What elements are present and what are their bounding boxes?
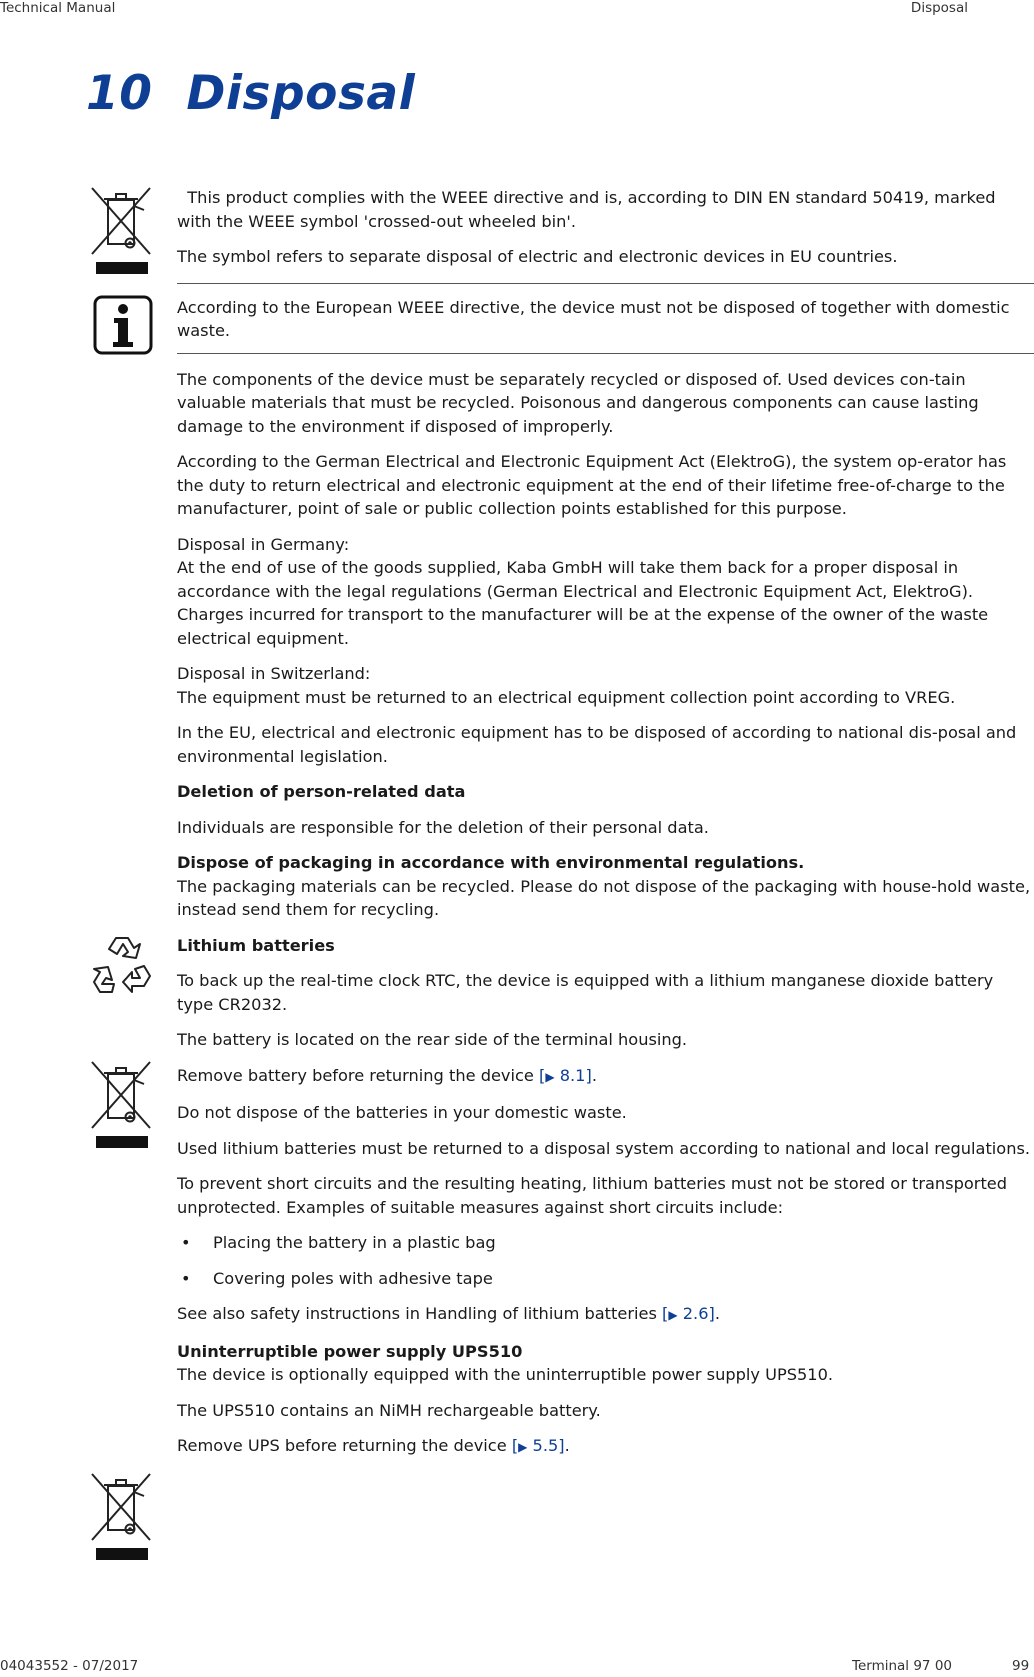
section-link-5-5-label: 5.5	[532, 1436, 559, 1455]
list-item: • Placing the battery in a plastic bag	[177, 1231, 1034, 1255]
lithium-remove-text: Remove battery before returning the device	[177, 1065, 540, 1085]
chapter-number: 10	[86, 66, 153, 121]
packaging-section	[177, 851, 1034, 922]
personal-data-text: Individuals are responsible for the deletion of their personal data.	[177, 817, 709, 837]
crossed-out-wheeled-bin-icon	[90, 186, 152, 276]
body-text	[177, 186, 1034, 1472]
lithium-location-paragraph: The battery is located on the rear side of the terminal housing.	[177, 1030, 688, 1049]
ups-heading: Uninterruptible power supply UPS510	[177, 1341, 523, 1361]
lithium-see-also-paragraph	[177, 1302, 1034, 1328]
lithium-see-also-text: See also safety instructions in Handling of lithium batteries	[177, 1304, 663, 1323]
weee-symbol-paragraph: The symbol refers to separate disposal of electric and electronic devices in EU countries.	[177, 247, 898, 266]
triangle-right-icon: ▶	[668, 1308, 678, 1322]
packaging-heading: Dispose of packaging in accordance with environmental regulations.	[177, 853, 805, 872]
ups-remove-end: .	[564, 1436, 570, 1455]
short-circuit-measures-list	[177, 1231, 1034, 1290]
eu-paragraph: In the EU, electrical and electronic equipment has to be disposed of according to national dis-posal and environmental legislation.	[177, 723, 1017, 766]
list-item: • Covering poles with adhesive tape	[177, 1267, 1034, 1291]
triangle-right-icon: ▶	[518, 1440, 528, 1454]
personal-data-heading: Deletion of person-related data	[177, 782, 466, 801]
packaging-text: The packaging materials can be recycled. Please do not dispose of the packaging with house-hold waste, instead send them for recycling.	[177, 876, 1031, 919]
info-note-text: According to the European WEEE directive, the device must not be disposed of together with domestic waste.	[177, 297, 1010, 340]
ups-remove-text: Remove UPS before returning the device	[177, 1436, 512, 1455]
lithium-rtc-paragraph: To back up the real-time clock RTC, the device is equipped with a lithium manganese dioxide battery type CR2032.	[177, 971, 994, 1014]
germany-text: At the end of use of the goods supplied, Kaba GmbH will take them back for a proper disposal in accordance with the legal regulations (German Electrical and Electronic Equipment Act, ElektroG). Charges incurred for transport to the manufacturer will be at the expense of the owner of the waste electrical equipment.	[177, 558, 989, 648]
ups-remove-paragraph	[177, 1434, 1034, 1460]
triangle-right-icon: ▶	[545, 1069, 555, 1084]
switzerland-section	[177, 662, 1034, 709]
crossed-out-wheeled-bin-icon	[90, 1060, 152, 1150]
section-link-2-6[interactable]: [▶ 2.6]	[662, 1304, 715, 1323]
recycling-paragraph: The components of the device must be separately recycled or disposed of. Used devices con-tain valuable materials that must be recycled. Poisonous and dangerous components can cause lasting damage to the environment if disposed of improperly.	[177, 369, 979, 436]
info-icon	[93, 295, 153, 355]
lithium-remove-end: .	[591, 1065, 597, 1085]
germany-label: Disposal in Germany:	[177, 534, 350, 554]
footer-page-number: 99	[1012, 1658, 1030, 1674]
elektrog-paragraph: According to the German Electrical and Electronic Equipment Act (ElektroG), the system op-erator has the duty to return electrical and electronic equipment at the end of their lifetime free-of-charge to the manufacturer, point of sale or public collection points established for this purpose.	[177, 452, 1007, 518]
lithium-return-paragraph: Used lithium batteries must be returned to a disposal system according to national and local regulations.	[177, 1138, 1031, 1158]
running-header-left: Technical Manual	[0, 0, 116, 16]
lithium-short-circuit-paragraph: To prevent short circuits and the resulting heating, lithium batteries must not be stored or transported unprotected. Examples of suitable measures against short circuits include:	[177, 1174, 1008, 1217]
section-link-5-5[interactable]: [▶ 5.5]	[511, 1436, 565, 1455]
chapter-title: Disposal	[186, 66, 416, 121]
lithium-remove-paragraph	[177, 1064, 1034, 1090]
weee-intro-paragraph: This product complies with the WEEE directive and is, according to DIN EN standard 50419, marked with the WEEE symbol 'crossed-out wheeled bin'.	[177, 188, 1001, 231]
section-link-2-6-label: 2.6	[682, 1304, 709, 1323]
ups-text: The device is optionally equipped with the uninterruptible power supply UPS510.	[177, 1365, 834, 1384]
lithium-heading: Lithium batteries	[177, 935, 335, 955]
recycle-icon	[90, 932, 154, 996]
section-link-8-1-label: 8.1	[559, 1065, 586, 1085]
footer-product: Terminal 97 00	[852, 1658, 952, 1674]
crossed-out-wheeled-bin-icon	[90, 1472, 152, 1562]
info-note	[177, 283, 1034, 354]
switzerland-label: Disposal in Switzerland:	[177, 664, 371, 683]
footer-doc-number: 04043552 - 07/2017	[0, 1658, 139, 1674]
ups-battery-paragraph: The UPS510 contains an NiMH rechargeable battery.	[177, 1400, 601, 1420]
chapter-heading	[86, 66, 415, 121]
ups-section	[177, 1340, 1034, 1387]
lithium-see-also-end: .	[714, 1304, 720, 1323]
section-link-8-1[interactable]: [▶ 8.1]	[539, 1065, 592, 1085]
germany-section	[177, 533, 1034, 651]
switzerland-text: The equipment must be returned to an electrical equipment collection point according to VREG.	[177, 687, 956, 707]
running-header-right: Disposal	[910, 0, 968, 16]
lithium-domestic-paragraph: Do not dispose of the batteries in your domestic waste.	[177, 1103, 627, 1122]
